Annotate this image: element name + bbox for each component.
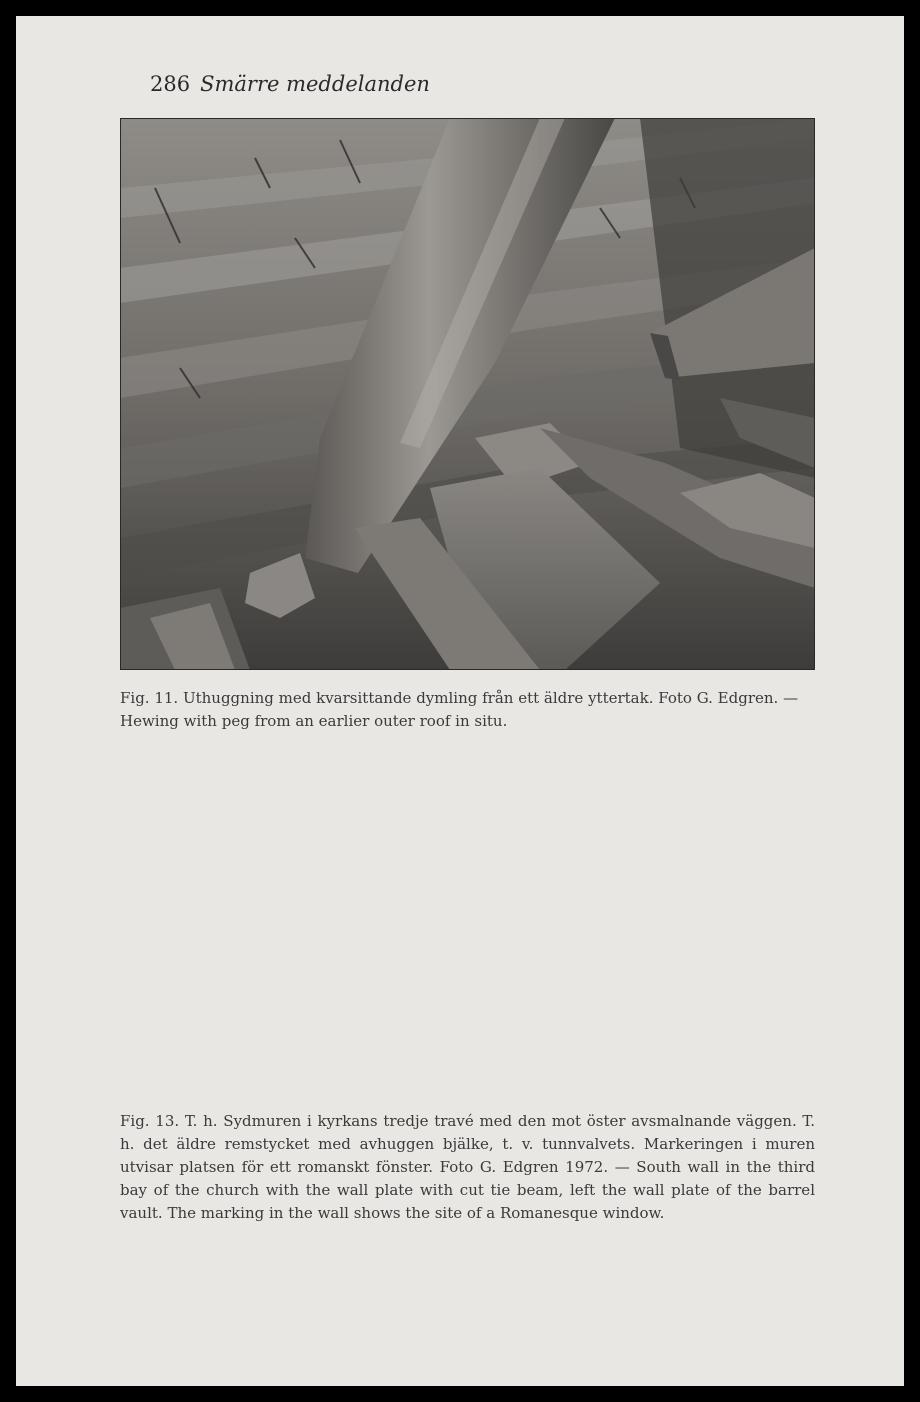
running-head bbox=[150, 72, 430, 96]
running-title: Smärre meddelanden bbox=[200, 72, 430, 96]
figure-11-photo bbox=[120, 118, 815, 670]
figure-13-caption: Fig. 13. T. h. Sydmuren i kyrkans tredje travé med den mot öster avsmalnande väggen. T. h. det äldre remstycket med avhuggen bjälke, t. v. tunnvalvets. Markeringen i muren utvisar platsen för ett romanskt fönster. Foto G. Edgren 1972. — South wall in the third bay of the church with the wall plate with cut tie beam, left the wall plate of the barrel vault. The marking in the wall shows the site of a Romanesque window. bbox=[120, 1112, 815, 1222]
timber-roof-photo bbox=[120, 118, 815, 670]
figure-11-caption: Fig. 11. Uthuggning med kvarsittande dymling från ett äldre yttertak. Foto G. Edgren. — Hewing with peg from an earlier outer roof in situ. bbox=[120, 689, 799, 730]
page bbox=[16, 16, 904, 1386]
page-number: 286 bbox=[150, 72, 191, 96]
